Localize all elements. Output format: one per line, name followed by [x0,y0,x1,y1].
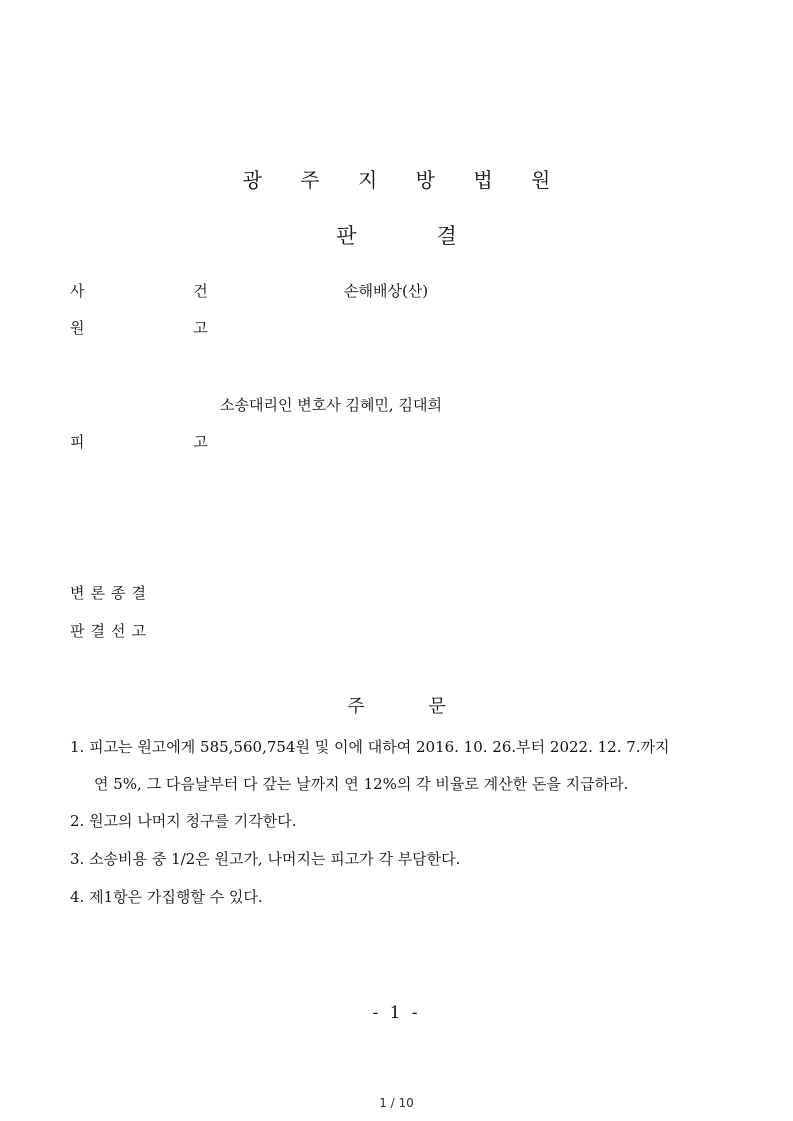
case-value: 손해배상(산) [344,282,429,300]
order-item-4: 4. 제1항은 가집행할 수 있다. [70,888,263,906]
plaintiff-label: 원 고 [70,319,260,337]
closing-date-label: 변론종결 [70,584,152,602]
title-left-char: 판 [336,224,357,248]
defendant-label: 피 고 [70,433,260,451]
order-section-title [0,692,793,718]
title-right-char: 결 [436,224,457,248]
order-item-1-continuation: 연 5%, 그 다음날부터 다 갚는 날까지 연 12%의 각 비율로 계산한 돈을 지급하라. [94,775,629,793]
page-counter: 1 / 10 [379,1096,414,1110]
order-item-1: 1. 피고는 원고에게 585,560,754원 및 이에 대하여 2016. 10. 26.부터 2022. 12. 7.까지 [70,738,670,756]
document-title [0,220,793,250]
order-title-right-char: 문 [428,696,446,717]
page-number-marker: - 1 - [372,1003,421,1023]
sentence-date-label: 판결선고 [70,622,152,640]
court-name: 광 주 지 방 법 원 [242,168,567,192]
case-label: 사 건 [70,282,260,300]
order-item-3: 3. 소송비용 중 1/2은 원고가, 나머지는 피고가 각 부담한다. [70,850,461,868]
order-item-2: 2. 원고의 나머지 청구를 기각한다. [70,812,297,830]
order-title-left-char: 주 [347,696,365,717]
plaintiff-counsel: 소송대리인 변호사 김혜민, 김대희 [220,396,442,414]
